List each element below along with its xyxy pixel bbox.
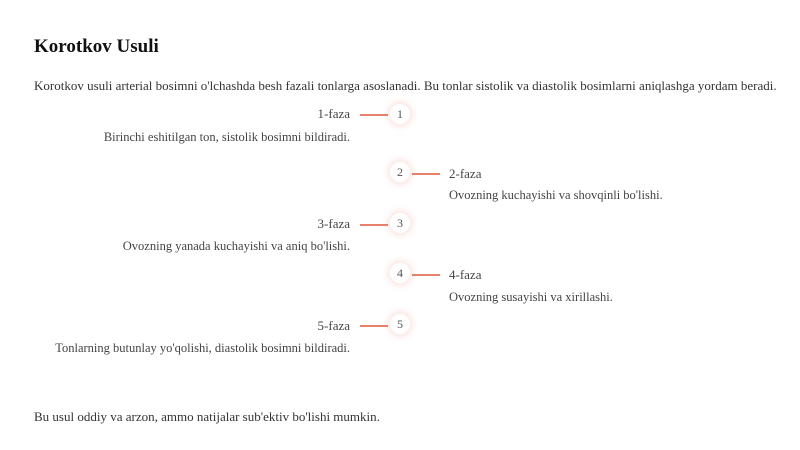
phase-number-badge: 5: [390, 314, 410, 334]
phase-description: Birinchi eshitilgan ton, sistolik bosimni bildiradi.: [103, 130, 350, 144]
phase-number-badge: 2: [390, 162, 410, 182]
phase-number-badge: 1: [390, 104, 410, 124]
phase-number-badge: 4: [390, 263, 410, 283]
phase-label: 4-faza: [449, 267, 482, 282]
phase-connector: [360, 114, 388, 116]
phase-label: 3-faza: [317, 216, 350, 231]
phase-label: 2-faza: [449, 166, 482, 181]
phase-label: 1-faza: [317, 106, 350, 121]
intro-paragraph: Korotkov usuli arterial bosimni o'lchashda besh fazali tonlarga asoslanadi. Bu tonlar sistolik va diastolik bosimlarni aniqlashga yordam beradi.: [34, 78, 777, 93]
phase-description: Tonlarning butunlay yo'qolishi, diastolik bosimni bildiradi.: [55, 341, 350, 355]
phase-label: 5-faza: [317, 318, 350, 333]
phase-connector: [412, 173, 440, 175]
phase-connector: [360, 224, 388, 226]
phase-connector: [412, 274, 440, 276]
page-title: Korotkov Usuli: [34, 36, 159, 57]
phase-description: Ovozning susayishi va xirillashi.: [449, 290, 613, 304]
conclusion-paragraph: Bu usul oddiy va arzon, ammo natijalar sub'ektiv bo'lishi mumkin.: [34, 409, 380, 424]
phase-number-badge: 3: [390, 213, 410, 233]
phase-description: Ovozning kuchayishi va shovqinli bo'lishi.: [449, 188, 663, 202]
phase-description: Ovozning yanada kuchayishi va aniq bo'lishi.: [122, 239, 350, 253]
phase-connector: [360, 325, 388, 327]
